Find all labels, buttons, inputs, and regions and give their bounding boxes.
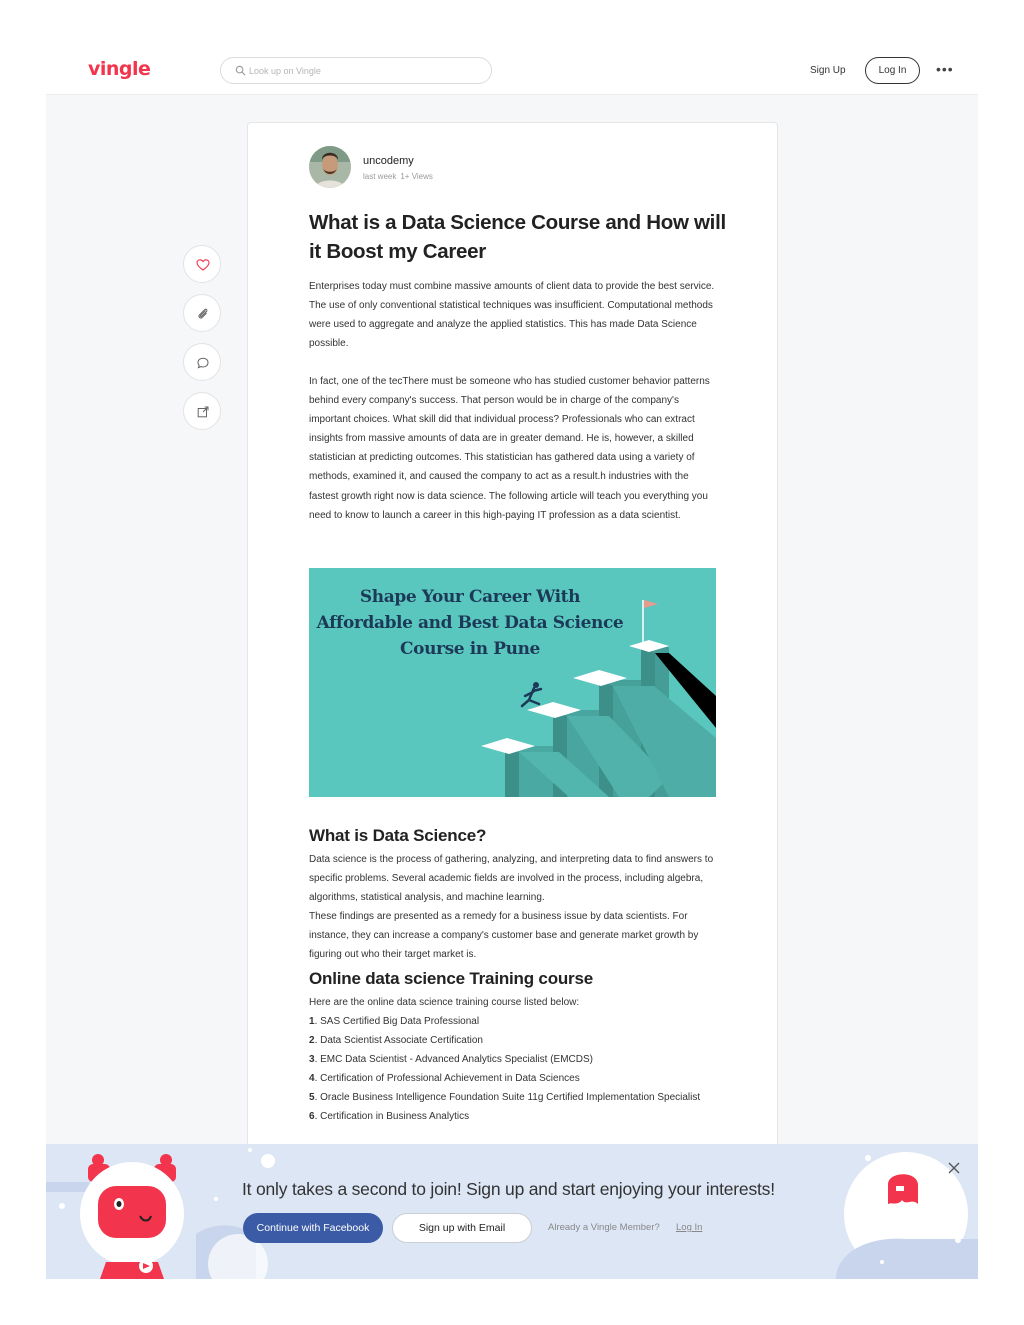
continue-with-facebook-button[interactable]: Continue with Facebook — [243, 1213, 383, 1243]
list-text: . Oracle Business Intelligence Foundation Suite 11g Certified Implementation Specialist — [314, 1092, 701, 1104]
already-member-text: Already a Vingle Member? — [548, 1222, 660, 1233]
banner-line-3: Course in Pune — [400, 639, 540, 659]
article-paragraph: In fact, one of the tecThere must be someone who has studied customer behavior patterns behind every company's success. That person would be in charge of the company's important choices. What skill did that individual process? Professionals who can extract insights from massive amounts of data are in greater demand. He is, however, a skilled statistician at predicting outcomes. This statistician has gathered data using a variety of methods, examined it, and caused the company to act as a result.h industries with the fastest growth right now is data science. The following article will teach you everything you need to know to launch a career in this high-paying IT profession as a data scientist. — [309, 376, 710, 521]
search-icon — [235, 65, 246, 76]
course-list — [309, 1012, 719, 1127]
sign-up-link[interactable]: Sign Up — [810, 65, 846, 76]
paragraph-line: Data science is the process of gathering, analyzing, and interpreting data to find answers to specific problems. Several academic fields are involved in the process, including algebra, algorithms, statistical analysis, and machine learning. — [309, 854, 714, 904]
list-number: 1 — [309, 1016, 315, 1027]
clip-icon — [196, 307, 210, 321]
post-views: 1+ Views — [400, 172, 433, 181]
list-item — [309, 1050, 719, 1069]
list-text: . Data Scientist Associate Certification — [314, 1035, 483, 1047]
article-paragraph: Enterprises today must combine massive amounts of client data to provide the best service. The use of only conventional statistical techniques was insufficient. Computational methods were used to aggregate and analyze the applied statistics. This has made Data Science possible. — [309, 281, 715, 350]
list-number: 3 — [309, 1054, 315, 1066]
author-avatar[interactable] — [309, 146, 351, 188]
comment-button[interactable] — [183, 343, 221, 381]
article-title: What is a Data Science Course and How will it Boost my Career — [309, 211, 726, 263]
section-heading: Online data science Training course — [309, 969, 593, 988]
top-header — [0, 0, 1024, 95]
comment-icon — [196, 356, 210, 370]
post-time: last week — [363, 172, 397, 181]
sign-up-with-email-button[interactable]: Sign up with Email — [392, 1213, 532, 1243]
list-item — [309, 1069, 719, 1088]
list-item — [309, 1107, 719, 1126]
close-icon[interactable] — [946, 1160, 962, 1176]
more-menu-icon[interactable]: ••• — [936, 61, 954, 77]
log-in-button[interactable]: Log In — [865, 57, 920, 84]
list-number: 6 — [309, 1111, 315, 1123]
banner-line-1: Shape Your Career With — [359, 587, 581, 607]
list-text: . Certification of Professional Achievement in Data Sciences — [314, 1073, 580, 1085]
section-heading: What is Data Science? — [309, 826, 487, 845]
heart-icon — [196, 258, 210, 272]
author-name[interactable]: uncodemy — [363, 155, 414, 167]
share-icon — [196, 405, 210, 419]
signup-banner — [46, 1144, 978, 1279]
article-paragraph — [309, 850, 719, 965]
search-bar[interactable] — [220, 57, 492, 84]
list-text: . Certification in Business Analytics — [314, 1111, 470, 1123]
banner-line-2: Affordable and Best Data Science — [316, 613, 624, 633]
article-paragraph: Here are the online data science training course listed below: — [309, 997, 580, 1008]
list-item — [309, 1088, 719, 1107]
search-input[interactable] — [249, 62, 479, 80]
article-banner-image — [309, 568, 716, 797]
banner-log-in-link[interactable]: Log In — [676, 1222, 703, 1233]
list-item — [309, 1031, 719, 1050]
banner-decoration — [46, 1144, 978, 1279]
vingle-logo[interactable]: vingle — [88, 58, 151, 80]
list-text: . EMC Data Scientist - Advanced Analytics Specialist (EMCDS) — [314, 1054, 593, 1066]
like-button[interactable] — [183, 245, 221, 283]
paragraph-line: These findings are presented as a remedy for a business issue by data scientists. For instance, they can increase a company's customer base and generate market growth by figuring out who their target market is. — [309, 911, 699, 961]
list-number: 2 — [309, 1035, 315, 1047]
list-number: 4 — [309, 1073, 315, 1085]
avatar-photo — [309, 146, 351, 188]
list-number: 5 — [309, 1092, 315, 1104]
clip-button[interactable] — [183, 294, 221, 332]
list-text: . SAS Certified Big Data Professional — [314, 1016, 480, 1027]
post-meta — [363, 172, 437, 181]
signup-message: It only takes a second to join! Sign up and start enjoying your interests! — [242, 1179, 775, 1199]
share-button[interactable] — [183, 392, 221, 430]
list-item — [309, 1012, 719, 1031]
